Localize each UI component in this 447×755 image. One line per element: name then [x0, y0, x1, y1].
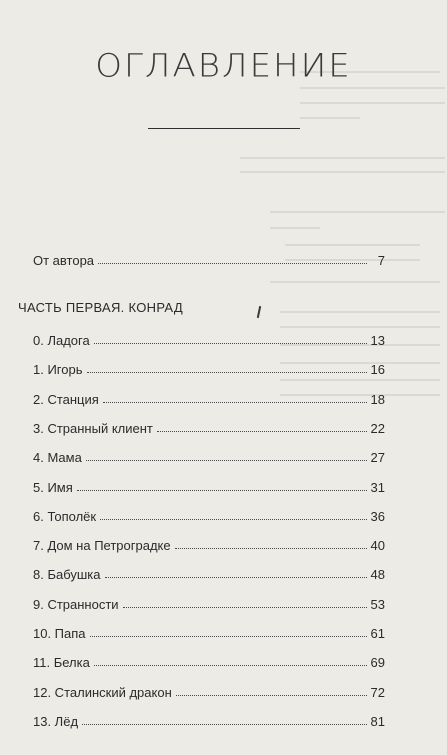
dot-leader [105, 577, 367, 578]
part-heading: ЧАСТЬ ПЕРВАЯ. КОНРАД [18, 300, 183, 315]
chapter-page-number: 27 [370, 450, 385, 466]
chapter-page-number: 69 [370, 655, 385, 671]
chapter-title: 4. Мама [33, 450, 82, 466]
chapter-page-number: 16 [370, 362, 385, 378]
chapter-page-number: 13 [370, 333, 385, 348]
dot-leader [157, 431, 367, 432]
chapter-title: 8. Бабушка [33, 567, 101, 583]
chapter-title: 6. Тополёк [33, 508, 97, 524]
chapter-entry[interactable] [33, 562, 385, 582]
chapter-title: 12. Сталинский дракон [33, 684, 172, 700]
chapter-page-number: 18 [370, 391, 385, 407]
dot-leader [94, 665, 367, 666]
toc-entry-page: 7 [377, 253, 385, 268]
chapter-entry[interactable] [33, 475, 385, 495]
dot-leader [176, 695, 367, 696]
chapter-entry[interactable] [33, 680, 385, 700]
chapter-entry[interactable] [33, 592, 385, 612]
chapter-title: 3. Странный клиент [33, 420, 153, 436]
chapter-page-number: 48 [370, 567, 385, 583]
page-title: ОГЛАВЛЕНИЕ [95, 47, 352, 85]
dot-leader [86, 460, 367, 461]
dot-leader [94, 343, 367, 344]
chapter-entry[interactable] [33, 650, 385, 670]
chapter-title: 0. Ладога [33, 333, 90, 348]
chapter-title: 13. Лёд [33, 713, 79, 729]
dot-leader [98, 263, 367, 264]
chapter-page-number: 53 [370, 596, 385, 612]
dot-leader [100, 519, 366, 520]
chapter-title: 9. Странности [33, 596, 119, 612]
chapter-page-number: 22 [370, 420, 385, 436]
chapter-page-number: 81 [370, 713, 385, 729]
title-divider [148, 128, 300, 129]
chapter-page-number: 36 [370, 508, 385, 524]
chapter-title: 7. Дом на Петроградке [33, 538, 171, 554]
chapter-entry[interactable] [33, 621, 385, 641]
dot-leader [82, 724, 367, 725]
chapter-title: 10. Папа [33, 626, 86, 641]
chapter-title: 1. Игорь [33, 362, 83, 378]
pencil-mark [257, 306, 261, 318]
dot-leader [77, 490, 367, 491]
chapter-entry[interactable] [33, 504, 385, 524]
dot-leader [103, 402, 367, 403]
chapter-title: 11. Белка [33, 655, 90, 671]
chapter-entry[interactable] [33, 416, 385, 436]
chapter-page-number: 72 [370, 684, 385, 700]
chapter-page-number: 61 [370, 626, 385, 641]
toc-entry-label: От автора [33, 253, 95, 268]
chapter-title: 5. Имя [33, 479, 73, 495]
chapter-entry[interactable] [33, 533, 385, 553]
dot-leader [175, 548, 367, 549]
dot-leader [90, 636, 367, 637]
chapter-entry[interactable] [33, 709, 385, 729]
chapter-title: 2. Станция [33, 391, 99, 407]
dot-leader [87, 372, 367, 373]
dot-leader [123, 607, 367, 608]
chapter-page-number: 31 [370, 479, 385, 495]
chapter-entry[interactable] [33, 445, 385, 465]
toc-entry-author[interactable] [33, 248, 385, 268]
chapter-entry[interactable] [33, 357, 385, 377]
chapter-page-number: 40 [370, 538, 385, 554]
chapter-entry[interactable] [33, 387, 385, 407]
chapter-entry[interactable] [33, 328, 385, 348]
